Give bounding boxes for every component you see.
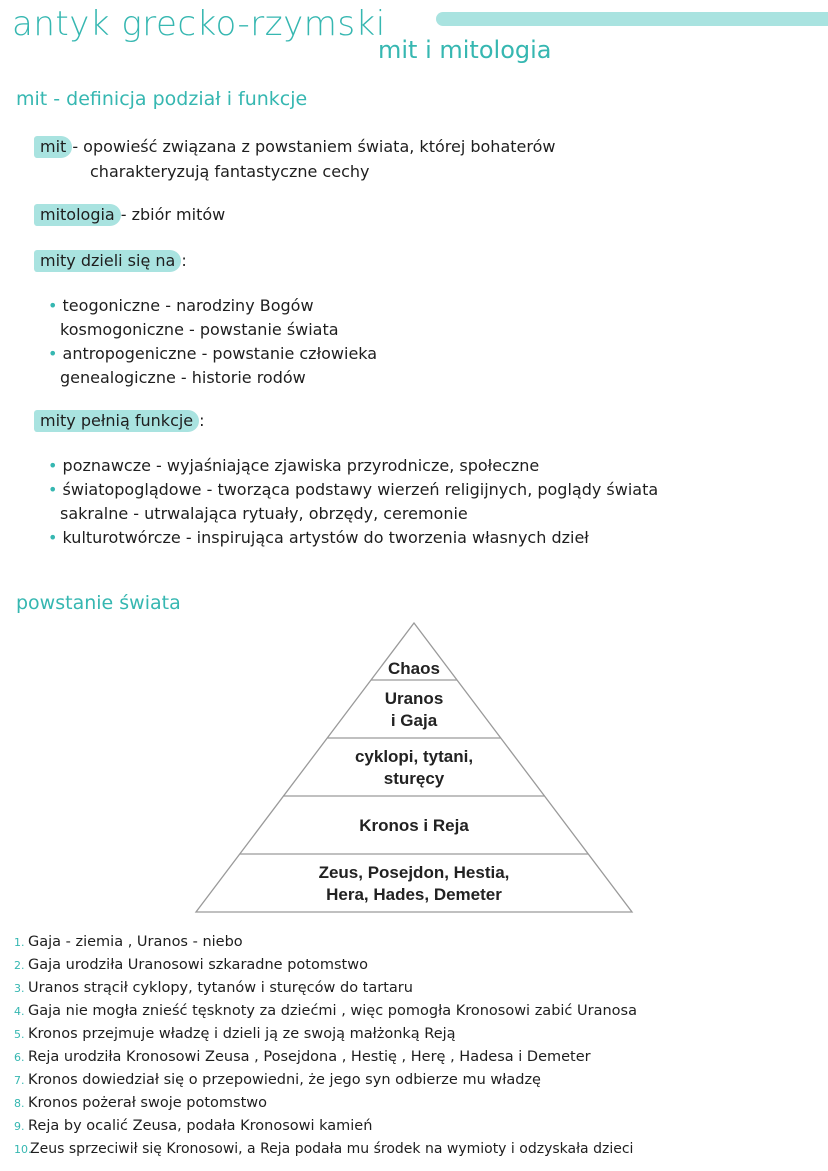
division-heading: mity dzieli się na : — [34, 250, 187, 272]
mit-term: mit — [34, 136, 72, 158]
mitologia-definition — [34, 204, 225, 226]
pyramid-level-uranos: Uranos — [384, 689, 444, 708]
mitologia-definition-text: - zbiór mitów — [120, 205, 226, 224]
title-highlight-bar — [436, 12, 828, 26]
list-item: 9. Reja by ocalić Zeusa, podała Kronosowi kamień — [14, 1118, 373, 1134]
division-item: • teogoniczne - narodziny Bogów — [48, 296, 314, 315]
pyramid-level-cyklopi: sturęcy — [383, 769, 445, 788]
division-term: mity dzieli się na — [34, 250, 181, 272]
division-item: kosmogoniczne - powstanie świata — [60, 320, 339, 339]
list-item: 4. Gaja nie mogła znieść tęsknoty za dziećmi , więc pomogła Kronosowi zabić Uranosa — [14, 1003, 637, 1019]
mit-definition-line-2: charakteryzują fantastyczne cechy — [90, 162, 370, 181]
section-title-creation: powstanie świata — [16, 592, 181, 614]
list-item: 1. Gaja - ziemia , Uranos - niebo — [14, 934, 243, 950]
function-item: • światopoglądowe - tworząca podstawy wierzeń religijnych, poglądy świata — [48, 480, 659, 499]
pyramid-level-chaos: Chaos — [388, 659, 440, 678]
function-item: • kulturotwórcze - inspirująca artystów do tworzenia własnych dzieł — [48, 528, 589, 547]
page-subtitle: mit i mitologia — [378, 36, 552, 64]
list-item: 3. Uranos strącił cyklopy, tytanów i sturęców do tartaru — [14, 980, 413, 996]
pyramid-level-kronos: Kronos i Reja — [359, 816, 469, 835]
list-item: 6. Reja urodziła Kronosowi Zeusa , Posejdona , Hestię , Herę , Hadesa i Demeter — [14, 1049, 591, 1065]
division-item: genealogiczne - historie rodów — [60, 368, 306, 387]
page-title: antyk grecko-rzymski — [12, 4, 386, 44]
list-item: 7. Kronos dowiedział się o przepowiedni, że jego syn odbierze mu władzę — [14, 1072, 541, 1088]
list-item: 2. Gaja urodziła Uranosowi szkaradne potomstwo — [14, 957, 368, 973]
pyramid-level-uranos: i Gaja — [390, 711, 438, 730]
mit-definition-line-1 — [34, 136, 555, 158]
list-item: 5. Kronos przejmuje władzę i dzieli ją ze swoją małżonką Reją — [14, 1026, 456, 1042]
functions-term: mity pełnią funkcje — [34, 410, 199, 432]
pyramid-level-olympians: Hera, Hades, Demeter — [326, 885, 502, 904]
pyramid-level-cyklopi: cyklopi, tytani, — [354, 747, 474, 766]
function-item: sakralne - utrwalająca rytuały, obrzędy, ceremonie — [60, 504, 468, 523]
functions-heading: mity pełnią funkcje : — [34, 410, 205, 432]
genealogy-pyramid — [194, 622, 634, 914]
list-item: 10.Zeus sprzeciwił się Kronosowi, a Reja podała mu środek na wymioty i odzyskała dzieci — [14, 1141, 634, 1157]
pyramid-level-olympians: Zeus, Posejdon, Hestia, — [318, 863, 510, 882]
mitologia-term: mitologia — [34, 204, 121, 226]
division-item: • antropogeniczne - powstanie człowieka — [48, 344, 378, 363]
function-item: • poznawcze - wyjaśniające zjawiska przyrodnicze, społeczne — [48, 456, 540, 475]
section-title-definition: mit - definicja podział i funkcje — [16, 88, 308, 110]
list-item: 8. Kronos pożerał swoje potomstwo — [14, 1095, 268, 1111]
mit-definition-text: - opowieść związana z powstaniem świata, której bohaterów — [72, 137, 556, 156]
